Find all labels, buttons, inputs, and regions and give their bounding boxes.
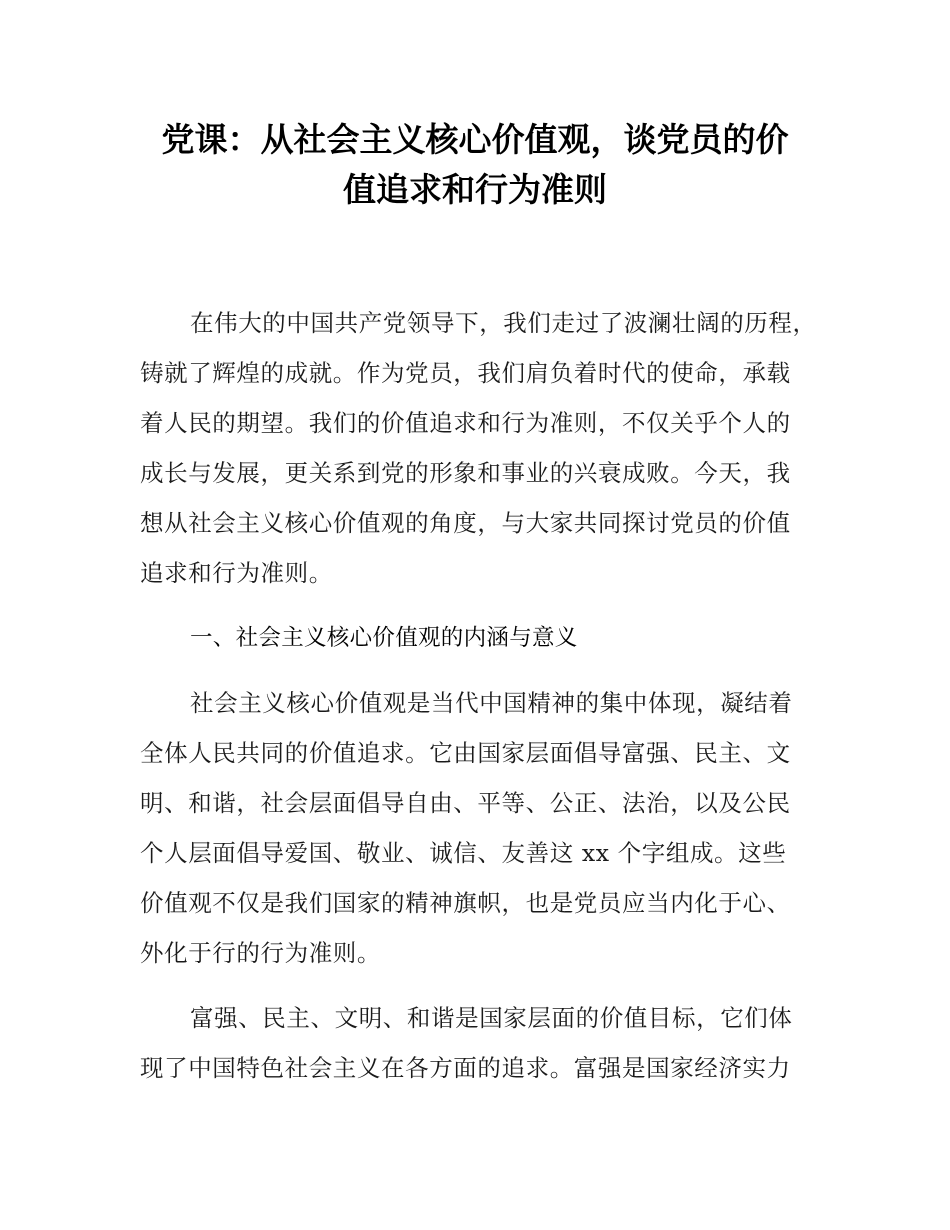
paragraph-3-line-2: 现了中国特色社会主义在各方面的追求。富强是国家经济实力 bbox=[140, 1054, 791, 1082]
section-heading: 一、社会主义核心价值观的内涵与意义 bbox=[190, 625, 578, 651]
paragraph-2-line-3: 明、和谐，社会层面倡导自由、平等、公正、法治，以及公民 bbox=[140, 789, 791, 817]
paragraph-2-line-4: 个人层面倡导爱国、敬业、诚信、友善这 xx 个字组成。这些 bbox=[140, 839, 787, 867]
document-title-line-2: 值追求和行为准则 bbox=[343, 170, 607, 209]
paragraph-1-line-3: 着人民的期望。我们的价值追求和行为准则，不仅关乎个人的 bbox=[140, 409, 791, 437]
paragraph-1-line-1: 在伟大的中国共产党领导下，我们走过了波澜壮阔的历程， bbox=[190, 309, 817, 337]
paragraph-2-line-2: 全体人民共同的价值追求。它由国家层面倡导富强、民主、文 bbox=[140, 739, 791, 767]
paragraph-2-line-5: 价值观不仅是我们国家的精神旗帜，也是党员应当内化于心、 bbox=[140, 889, 791, 917]
paragraph-2-line-6: 外化于行的行为准则。 bbox=[140, 939, 381, 967]
document-title-line-1: 党课：从社会主义核心价值观，谈党员的价 bbox=[161, 120, 789, 159]
paragraph-1-line-6: 追求和行为准则。 bbox=[140, 559, 333, 587]
paragraph-3-line-1: 富强、民主、文明、和谐是国家层面的价值目标，它们体 bbox=[190, 1004, 793, 1032]
paragraph-1-line-2: 铸就了辉煌的成就。作为党员，我们肩负着时代的使命，承载 bbox=[140, 359, 791, 387]
paragraph-1-line-5: 想从社会主义核心价值观的角度，与大家共同探讨党员的价值 bbox=[140, 509, 791, 537]
paragraph-1-line-4: 成长与发展，更关系到党的形象和事业的兴衰成败。今天，我 bbox=[140, 459, 791, 487]
paragraph-2-line-1: 社会主义核心价值观是当代中国精神的集中体现，凝结着 bbox=[190, 689, 793, 717]
